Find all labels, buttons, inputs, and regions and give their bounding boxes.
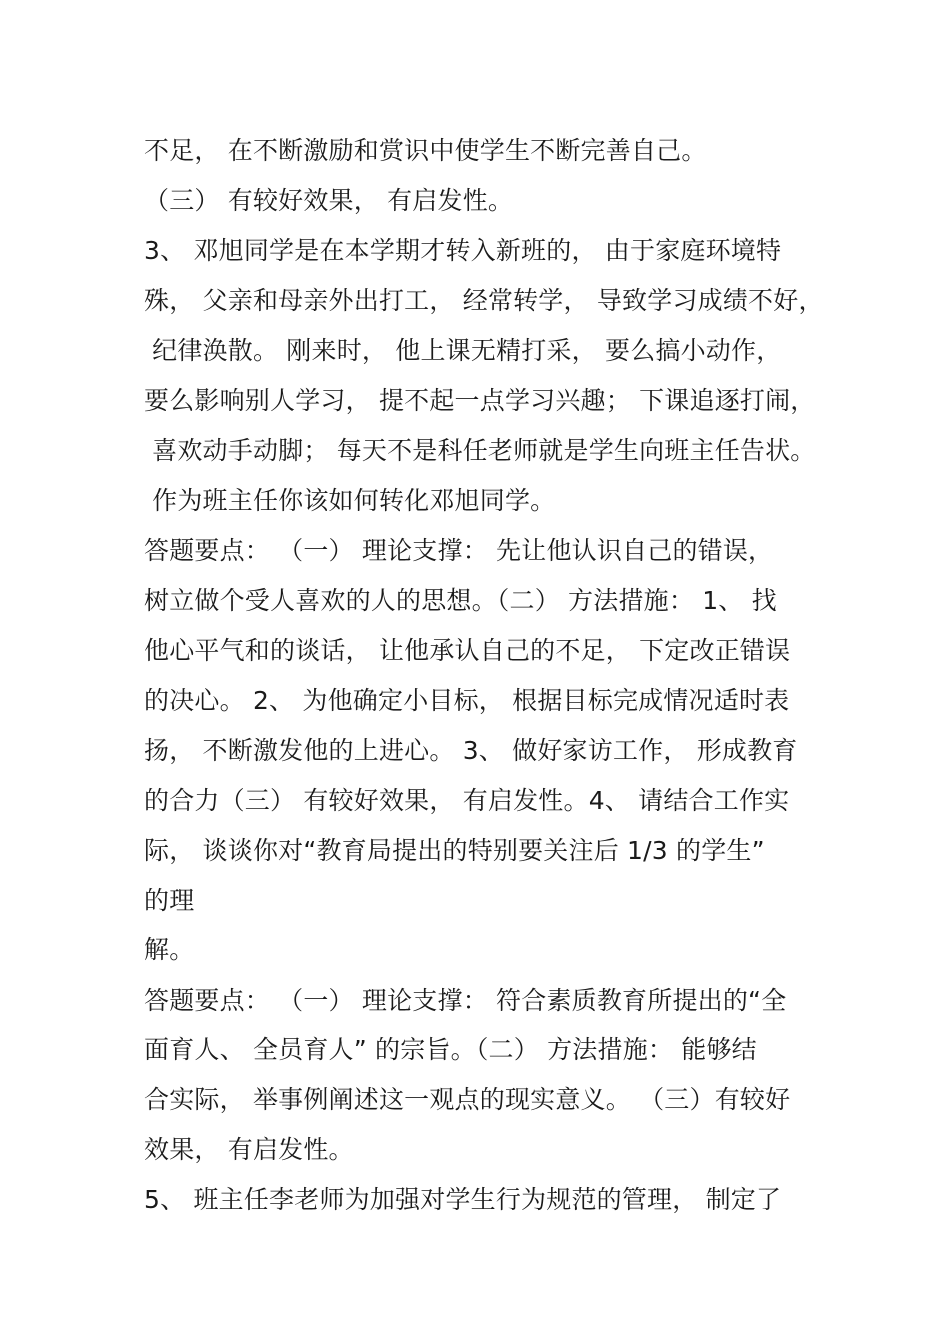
text-line: 答题要点： （一） 理论支撑： 先让他认识自己的错误， (144, 536, 774, 565)
text-line: 解。 (144, 935, 195, 964)
text-line: 树立做个受人喜欢的人的思想。（二） 方法措施： 1、 找 (144, 586, 777, 615)
text-line: 殊， 父亲和母亲外出打工， 经常转学， 导致学习成绩不好， (144, 286, 824, 315)
text-line: 作为班主任你该如何转化邓旭同学。 (144, 486, 556, 515)
text-line: 5、 班主任李老师为加强对学生行为规范的管理， 制定了 (144, 1185, 782, 1214)
text-line: 的合力（三） 有较好效果， 有启发性。4、 请结合工作实 (144, 786, 790, 815)
text-line: 要么影响别人学习， 提不起一点学习兴趣； 下课追逐打闹， (144, 386, 816, 415)
text-line: 合实际， 举事例阐述这一观点的现实意义。 （三）有较好 (144, 1085, 791, 1114)
text-line: （三） 有较好效果， 有启发性。 (144, 186, 514, 215)
text-line: 的决心。 2、 为他确定小目标， 根据目标完成情况适时表 (144, 686, 790, 715)
text-line: 的理 (144, 886, 195, 915)
text-line: 不足， 在不断激励和赏识中使学生不断完善自己。 (144, 136, 707, 165)
text-line: 3、 邓旭同学是在本学期才转入新班的， 由于家庭环境特 (144, 236, 782, 265)
text-line: 答题要点： （一） 理论支撑： 符合素质教育所提出的“全 (144, 986, 787, 1015)
text-line: 扬， 不断激发他的上进心。 3、 做好家访工作， 形成教育 (144, 736, 798, 765)
text-line: 面育人、 全员育人” 的宗旨。（二） 方法措施： 能够结 (144, 1035, 757, 1064)
text-line: 喜欢动手动脚； 每天不是科任老师就是学生向班主任告状。 (144, 436, 816, 465)
text-line: 他心平气和的谈话， 让他承认自己的不足， 下定改正错误 (144, 636, 791, 665)
text-line: 际， 谈谈你对“教育局提出的特别要关注后 1/3 的学生” (144, 836, 765, 865)
text-line: 纪律涣散。 刚来时， 他上课无精打采， 要么搞小动作， (144, 336, 782, 365)
text-line: 效果， 有启发性。 (144, 1135, 354, 1164)
